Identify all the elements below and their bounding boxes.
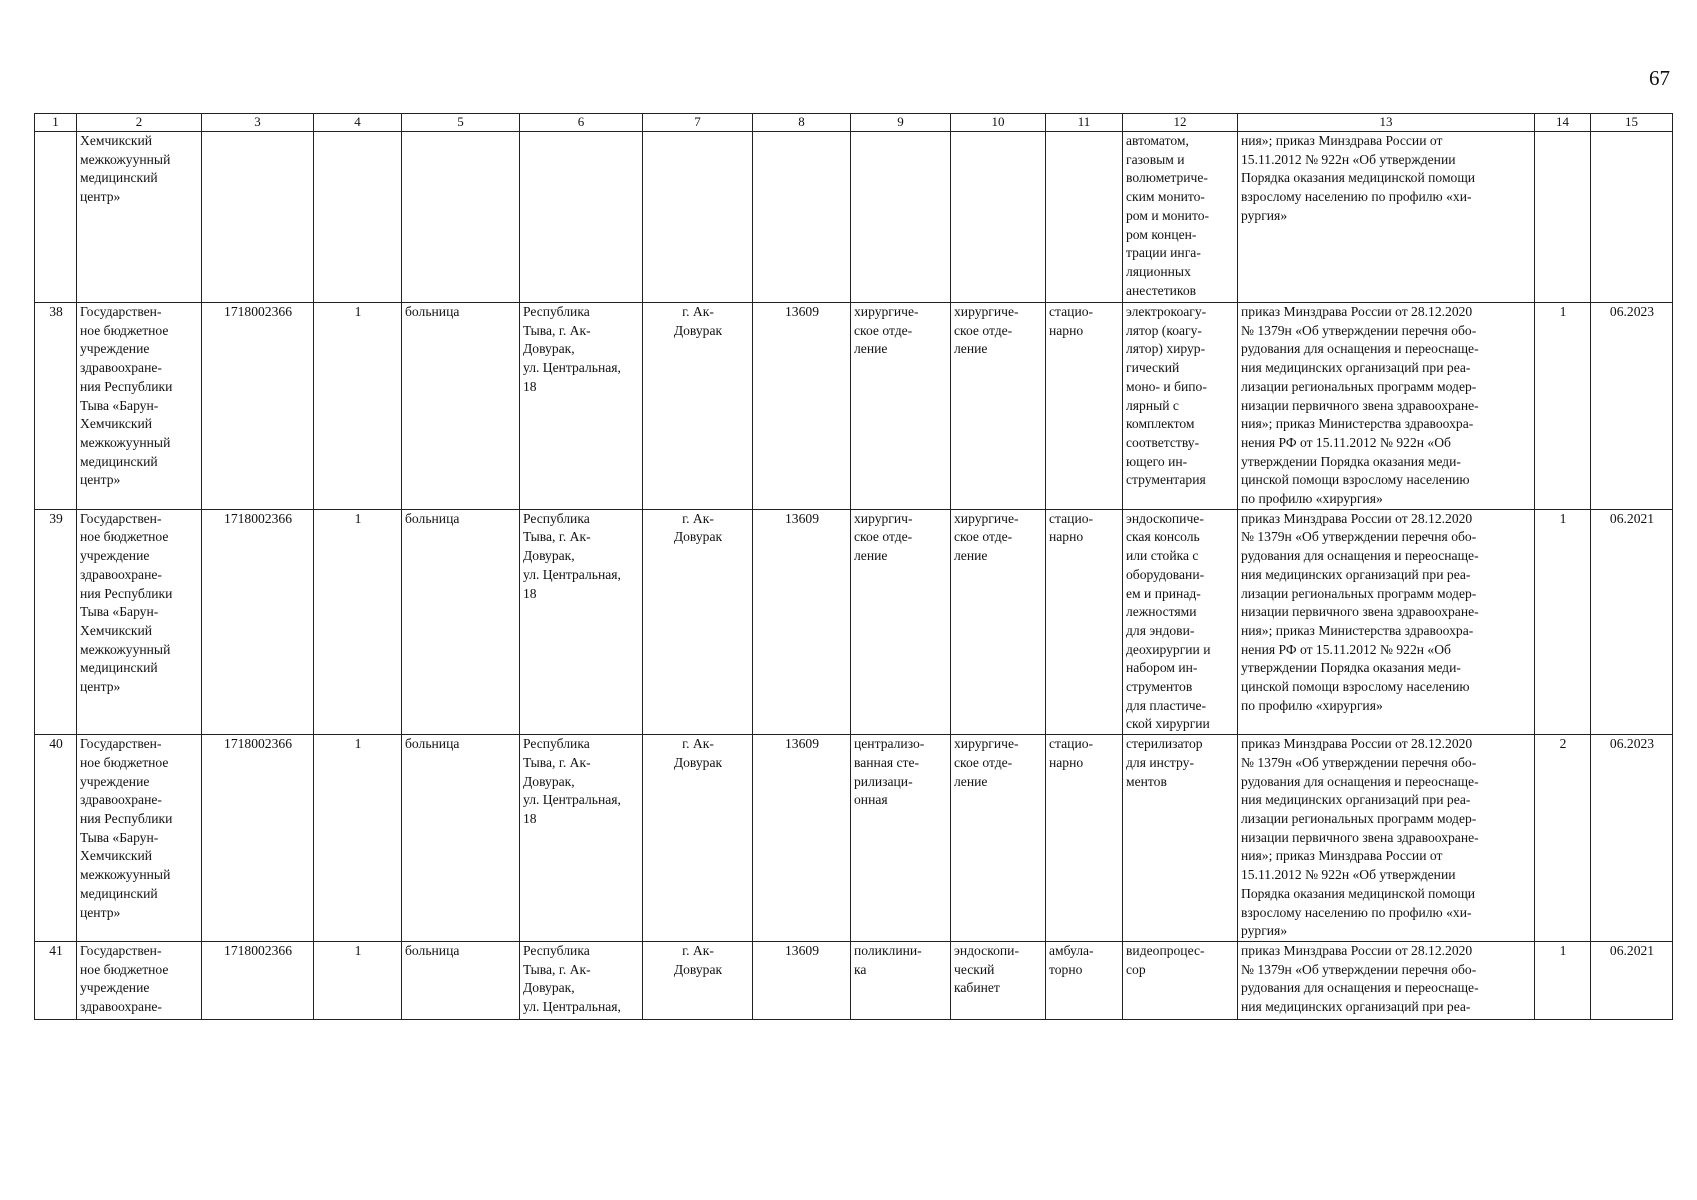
column-header: 14 [1535, 114, 1591, 132]
organization-cell: Государствен- ное бюджетное учреждение здравоохране- ния Республики Тыва «Барун- Хемчикский межкожуунный медицинский центр» [77, 509, 202, 734]
organization-cell: Государствен- ное бюджетное учреждение здравоохране- [77, 941, 202, 1019]
table-cell [520, 132, 643, 303]
column-header: 7 [643, 114, 753, 132]
column-header: 3 [202, 114, 314, 132]
table-row [35, 735, 1673, 942]
department-cell: централизо- ванная сте- рилизаци- онная [851, 735, 951, 942]
column-header: 5 [402, 114, 520, 132]
city-cell: г. Ак- Довурак [643, 509, 753, 734]
row-number-cell: 38 [35, 303, 77, 510]
table-row [35, 509, 1673, 734]
table-cell [402, 132, 520, 303]
code-cell: 13609 [753, 735, 851, 942]
address-cell: Республика Тыва, г. Ак- Довурак, ул. Центральная, 18 [520, 303, 643, 510]
care-mode-cell: амбула- торно [1046, 941, 1123, 1019]
quantity-cell: 1 [1535, 509, 1591, 734]
column-header: 8 [753, 114, 851, 132]
continuation-row [35, 132, 1673, 303]
department-cell: хирургич- ское отде- ление [851, 509, 951, 734]
basis-cell: приказ Минздрава России от 28.12.2020 № 1379н «Об утверждении перечня обо- рудования для оснащения и переоснаще- ния медицинских организаций при реа- лизации региональных программ модер- низации первичного звена здравоохране- ния»; приказ Министерства здравоохра- нения РФ от 15.11.2012 № 922н «Об утверждении Порядка оказания меди- цинской помощи взрослому населению по профилю «хирургия» [1238, 509, 1535, 734]
code-cell: 13609 [753, 303, 851, 510]
code-cell: 13609 [753, 941, 851, 1019]
address-cell: Республика Тыва, г. Ак- Довурак, ул. Центральная, 18 [520, 735, 643, 942]
row-number-cell: 39 [35, 509, 77, 734]
date-cell: 06.2023 [1591, 303, 1673, 510]
column-header: 9 [851, 114, 951, 132]
facility-type-cell: больница [402, 509, 520, 734]
column-header: 13 [1238, 114, 1535, 132]
quantity-cell: 1 [1535, 303, 1591, 510]
department-cell: поликлини- ка [851, 941, 951, 1019]
column-header: 2 [77, 114, 202, 132]
table-row [35, 941, 1673, 1019]
basis-cell: ния»; приказ Минздрава России от 15.11.2012 № 922н «Об утверждении Порядка оказания медицинской помощи взрослому населению по профилю «хи- рургия» [1238, 132, 1535, 303]
unit-cell: хирургиче- ское отде- ление [951, 735, 1046, 942]
organization-cell: Государствен- ное бюджетное учреждение здравоохране- ния Республики Тыва «Барун- Хемчикский межкожуунный медицинский центр» [77, 303, 202, 510]
date-cell: 06.2023 [1591, 735, 1673, 942]
column-header: 4 [314, 114, 402, 132]
table-cell [1591, 132, 1673, 303]
table-cell [951, 132, 1046, 303]
department-cell: хирургиче- ское отде- ление [851, 303, 951, 510]
city-cell: г. Ак- Довурак [643, 303, 753, 510]
unit-cell: хирургиче- ское отде- ление [951, 303, 1046, 510]
facility-type-cell: больница [402, 941, 520, 1019]
equipment-cell: автоматом, газовым и волюметриче- ским монито- ром и монито- ром концен- трации инга- ляционных анестетиков [1123, 132, 1238, 303]
basis-cell: приказ Минздрава России от 28.12.2020 № 1379н «Об утверждении перечня обо- рудования для оснащения и переоснаще- ния медицинских организаций при реа- лизации региональных программ модер- низации первичного звена здравоохране- ния»; приказ Министерства здравоохра- нения РФ от 15.11.2012 № 922н «Об утверждении Порядка оказания меди- цинской помощи взрослому населению по профилю «хирургия» [1238, 303, 1535, 510]
table-cell: 1 [314, 509, 402, 734]
column-header: 12 [1123, 114, 1238, 132]
equipment-cell: электрокоагу- лятор (коагу- лятор) хирур- гический моно- и бипо- лярный с комплектом соответству- ющего ин- струментария [1123, 303, 1238, 510]
care-mode-cell: стацио- нарно [1046, 509, 1123, 734]
table-cell [202, 132, 314, 303]
table-cell [314, 132, 402, 303]
table-cell [753, 132, 851, 303]
inn-cell: 1718002366 [202, 509, 314, 734]
care-mode-cell: стацио- нарно [1046, 735, 1123, 942]
column-header: 1 [35, 114, 77, 132]
inn-cell: 1718002366 [202, 941, 314, 1019]
equipment-cell: эндоскопиче- ская консоль или стойка с оборудовани- ем и принад- лежностями для эндови- деохирургии и набором ин- струментов для пластиче- ской хирургии [1123, 509, 1238, 734]
table-cell [35, 132, 77, 303]
city-cell: г. Ак- Довурак [643, 941, 753, 1019]
date-cell: 06.2021 [1591, 941, 1673, 1019]
equipment-cell: видеопроцес- сор [1123, 941, 1238, 1019]
care-mode-cell: стацио- нарно [1046, 303, 1123, 510]
table-cell [851, 132, 951, 303]
address-cell: Республика Тыва, г. Ак- Довурак, ул. Центральная, 18 [520, 509, 643, 734]
table-cell [1535, 132, 1591, 303]
quantity-cell: 2 [1535, 735, 1591, 942]
code-cell: 13609 [753, 509, 851, 734]
row-number-cell: 40 [35, 735, 77, 942]
inn-cell: 1718002366 [202, 735, 314, 942]
table-cell [1046, 132, 1123, 303]
column-header: 11 [1046, 114, 1123, 132]
row-number-cell: 41 [35, 941, 77, 1019]
date-cell: 06.2021 [1591, 509, 1673, 734]
city-cell: г. Ак- Довурак [643, 735, 753, 942]
table-row [35, 303, 1673, 510]
table-cell: 1 [314, 303, 402, 510]
column-header: 15 [1591, 114, 1673, 132]
inn-cell: 1718002366 [202, 303, 314, 510]
organization-cell: Государствен- ное бюджетное учреждение здравоохране- ния Республики Тыва «Барун- Хемчикский межкожуунный медицинский центр» [77, 735, 202, 942]
equipment-registry-table [34, 113, 1673, 1020]
unit-cell: хирургиче- ское отде- ление [951, 509, 1046, 734]
table-cell: 1 [314, 941, 402, 1019]
quantity-cell: 1 [1535, 941, 1591, 1019]
basis-cell: приказ Минздрава России от 28.12.2020 № 1379н «Об утверждении перечня обо- рудования для оснащения и переоснаще- ния медицинских организаций при реа- лизации региональных программ модер- низации первичного звена здравоохране- ния»; приказ Минздрава России от 15.11.2012 № 922н «Об утверждении Порядка оказания медицинской помощи взрослому населению по профилю «хи- рургия» [1238, 735, 1535, 942]
table-cell: 1 [314, 735, 402, 942]
column-number-header-row [35, 114, 1673, 132]
basis-cell: приказ Минздрава России от 28.12.2020 № 1379н «Об утверждении перечня обо- рудования для оснащения и переоснаще- ния медицинских организаций при реа- [1238, 941, 1535, 1019]
column-header: 10 [951, 114, 1046, 132]
unit-cell: эндоскопи- ческий кабинет [951, 941, 1046, 1019]
column-header: 6 [520, 114, 643, 132]
facility-type-cell: больница [402, 735, 520, 942]
facility-type-cell: больница [402, 303, 520, 510]
page-number: 67 [1649, 66, 1670, 90]
table-cell [643, 132, 753, 303]
equipment-cell: стерилизатор для инстру- ментов [1123, 735, 1238, 942]
address-cell: Республика Тыва, г. Ак- Довурак, ул. Центральная, [520, 941, 643, 1019]
organization-cell: Хемчикский межкожуунный медицинский центр» [77, 132, 202, 303]
